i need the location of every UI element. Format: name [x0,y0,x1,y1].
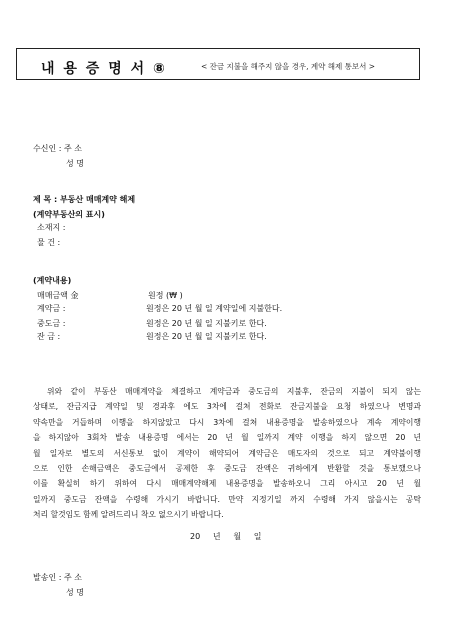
body-line: 월 일자로 별도의 서신통보 없이 계약이 해약되어 계약금은 매도자의 것으로 되고 계약불이행 [33,448,421,458]
body-line: 이를 확실히 하기 위하여 다시 매매계약해제 내용증명을 발송하오니 그리 아시고 20 년 월 [33,479,421,489]
body-paragraph [33,384,421,523]
interim-payment-value: 원정은 20 년 월 일 지불키로 한다. [146,319,267,328]
body-line: 약속만을 거듭하며 이행을 하지않았고 다시 3차에 걸쳐 내용증명을 발송하였으나 계속 계약이행 [33,417,421,427]
body-line: 상태로, 잔금지급 계약일 및 경과후 에도 3차에 걸쳐 전화로 잔금지불을 요청 하였으나 변명과 [33,402,421,412]
document-title: 내 용 증 명 서 ⑧ [41,61,167,77]
deposit-label: 계약금 : [37,304,66,313]
body-line: 을 하지않아 3회차 발송 내용증명 에서는 20 년 월 일까지 계약 이행을 하지 않으면 20 년 [33,433,421,443]
recipient-name-label: 성 명 [66,159,84,168]
sale-price-value: 원정 (₩ ) [148,291,183,300]
property-location-label: 소재지 : [37,223,66,232]
balance-value: 원정은 20 년 월 일 지불키로 한다. [146,332,267,341]
recipient-address-label: 수신인 : 주 소 [33,144,82,153]
body-line: 으로 인한 손해금액은 중도금에서 공제한 후 중도금 잔액은 귀하에게 반환할 것을 통보했으나 [33,463,421,473]
body-line: 처리 할것임도 함께 알려드리니 착오 없으시기 바랍니다. [33,510,224,520]
deposit-value: 원정은 20 년 월 일 계약일에 지불한다. [146,304,283,313]
body-line: 위와 같이 부동산 매매계약을 체결하고 계약금과 중도금의 지불후, 잔금의 지불이 되지 않는 [47,387,421,396]
document-subject: 제 목 : 부동산 매매계약 해제 [33,195,136,204]
body-line: 일까지 중도금 잔액을 수령해 가시기 바랍니다. 만약 지정기일 까지 수령해 가지 않을시는 공탁 [33,494,421,504]
contract-section-heading: (계약내용) [33,276,72,285]
balance-label: 잔 금 : [37,332,61,341]
document-header [16,48,420,80]
document-subtitle: < 잔금 지불을 해주지 않을 경우, 계약 해제 통보서 > [201,62,376,71]
sender-address-label: 발송인 : 주 소 [33,573,82,582]
document-date: 20 년 월 일 [190,532,262,541]
interim-payment-label: 중도금 : [37,319,66,328]
sale-price-label: 매매금액 金 [37,291,79,300]
property-section-heading: (계약부동산의 표시) [33,210,105,219]
property-item-label: 물 건 : [37,238,61,247]
sender-name-label: 성 명 [66,588,84,597]
